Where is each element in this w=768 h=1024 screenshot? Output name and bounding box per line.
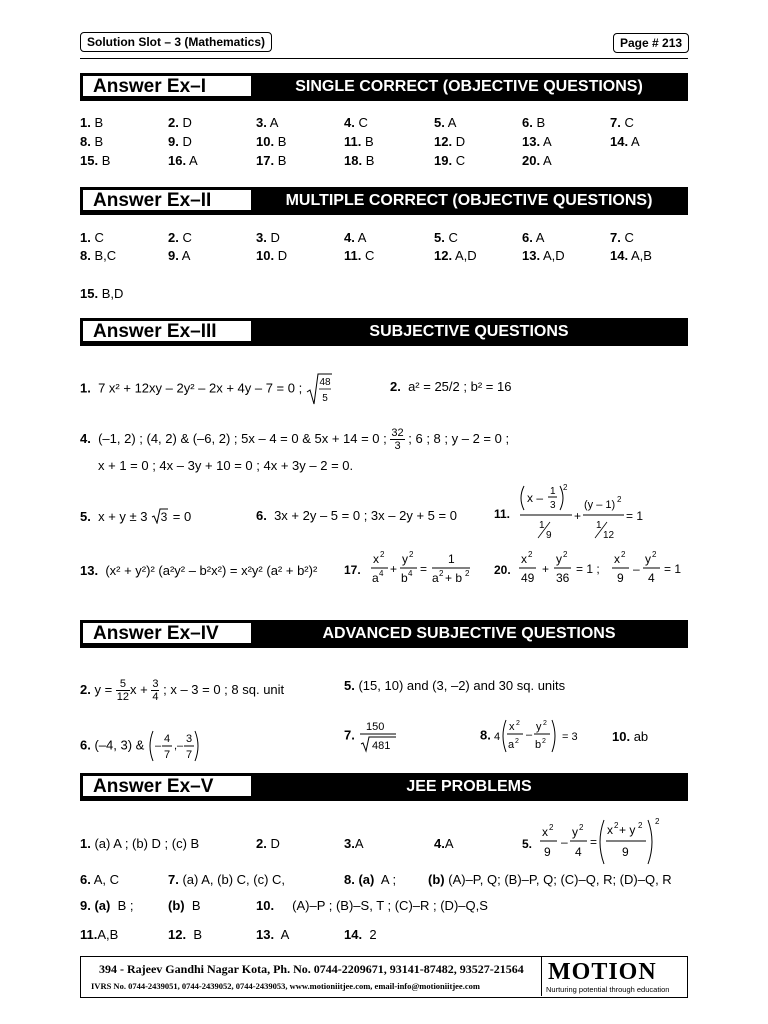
ex5-q3: 3.A	[344, 836, 364, 851]
answer-item: 8. B,C	[80, 248, 117, 263]
svg-text:a: a	[372, 571, 379, 585]
svg-text:–: –	[154, 740, 162, 752]
answer-item: 4. C	[344, 115, 368, 130]
svg-text:2: 2	[655, 817, 660, 826]
ex5-q9a: 9. (a) B ;	[80, 898, 134, 913]
answer-item: 9. D	[168, 134, 192, 149]
ex5-q6: 6. A, C	[80, 872, 120, 887]
svg-text:x: x	[542, 825, 548, 839]
svg-text:150: 150	[366, 721, 385, 733]
answer-item: 13. A,D	[522, 248, 565, 263]
ex4-q7: 7. 150 481	[344, 718, 398, 754]
motion-logo	[541, 957, 688, 996]
answer-item: 12. D	[434, 134, 466, 149]
svg-text:=: =	[590, 835, 598, 849]
svg-text:= 1: = 1	[626, 509, 644, 523]
ex5-q14: 14. 2	[344, 927, 377, 942]
section-label: Answer Ex–III	[82, 320, 252, 342]
ex5-q2: 2. D	[256, 836, 280, 851]
answer-item: 15. B	[80, 153, 111, 168]
svg-text:x: x	[373, 552, 379, 566]
svg-text:3: 3	[185, 733, 193, 745]
svg-text:36: 36	[556, 571, 570, 585]
section-label: Answer Ex–I	[82, 75, 252, 97]
svg-text:x –: x –	[527, 491, 544, 505]
footer	[80, 956, 688, 998]
section-bar-ex4	[80, 620, 688, 648]
svg-text:481: 481	[372, 740, 391, 752]
svg-text:a: a	[508, 739, 515, 751]
svg-text:7: 7	[185, 749, 193, 761]
svg-text:7: 7	[163, 749, 171, 761]
svg-text:y: y	[402, 552, 408, 566]
footer-address: 394 - Rajeev Gandhi Nagar Kota, Ph. No. 0744-2209671, 93141-87482, 93527-21564	[99, 962, 524, 976]
answer-item: 11. C	[344, 248, 375, 263]
svg-text:4: 4	[648, 571, 655, 585]
svg-text:2: 2	[542, 738, 547, 745]
svg-text:17.: 17.	[344, 563, 361, 577]
svg-text:= 1 ;: = 1 ;	[576, 562, 600, 576]
svg-text:2: 2	[563, 550, 568, 559]
section-title: SUBJECTIVE QUESTIONS	[369, 323, 569, 340]
svg-text:2: 2	[549, 823, 554, 832]
ex3-q5: 5. x + y ± 3 3 = 0	[80, 509, 192, 524]
svg-text:49: 49	[521, 571, 535, 585]
svg-text:+: +	[542, 562, 550, 576]
svg-text:4: 4	[494, 731, 501, 743]
section-label: Answer Ex–II	[82, 189, 252, 211]
ex5-q10: 10. (A)–P ; (B)–S, T ; (C)–R ; (D)–Q,S	[256, 898, 488, 913]
answer-item: 1. C	[80, 230, 104, 245]
ex5-q13: 13. A	[256, 927, 290, 942]
ex3-q4-cont: x + 1 = 0 ; 4x – 3y + 10 = 0 ; 4x + 3y – 2 = 0.	[98, 458, 354, 473]
section-bar-ex3	[80, 318, 688, 346]
svg-text:2: 2	[516, 720, 521, 727]
answer-item: 12. A,D	[434, 248, 477, 263]
ex3-q2: 2. a² = 25/2 ; b² = 16	[390, 379, 512, 394]
answer-item: 10. B	[256, 134, 287, 149]
answer-item: 1. B	[80, 115, 104, 130]
ex5-q8a: 8. (a) A ;	[344, 872, 397, 887]
answer-item: 10. D	[256, 248, 288, 263]
svg-text:x: x	[521, 552, 527, 566]
answer-item: 2. D	[168, 115, 192, 130]
section-title: MULTIPLE CORRECT (OBJECTIVE QUESTIONS)	[285, 192, 653, 209]
ex3-q1: 1. 7 x² + 12xy – 2y² – 2x + 4y – 7 = 0 ; 48 5	[80, 372, 332, 406]
svg-text:2: 2	[528, 550, 533, 559]
answer-item: 6. A	[522, 230, 545, 245]
svg-text:20.: 20.	[494, 563, 511, 577]
svg-text:12: 12	[603, 530, 615, 541]
answer-item: 5. C	[434, 230, 458, 245]
svg-text:4: 4	[408, 569, 413, 578]
ex5-q4: 4.A	[434, 836, 454, 851]
ex5-q1: 1. (a) A ; (b) D ; (c) B	[80, 836, 200, 851]
svg-text:–: –	[526, 729, 533, 741]
page-number: Page # 213	[613, 33, 689, 53]
svg-text:9: 9	[546, 530, 552, 541]
svg-text:b: b	[535, 739, 542, 751]
answer-item: 13. A	[522, 134, 552, 149]
svg-text:2: 2	[515, 738, 520, 745]
svg-text:+ y: + y	[619, 823, 636, 837]
sqrt-icon	[306, 372, 332, 406]
svg-text:4: 4	[379, 569, 384, 578]
svg-text:x: x	[509, 721, 515, 733]
sqrt-icon	[151, 508, 169, 524]
svg-text:1: 1	[550, 486, 556, 497]
svg-text:1: 1	[539, 520, 545, 531]
ex5-q8b: (b) (A)–P, Q; (B)–P, Q; (C)–Q, R; (D)–Q, R	[428, 872, 672, 887]
svg-text:9: 9	[617, 571, 624, 585]
section-title: JEE PROBLEMS	[406, 778, 532, 795]
answer-item: 11. B	[344, 134, 374, 149]
answer-item: 7. C	[610, 230, 634, 245]
svg-text:=: =	[420, 562, 428, 576]
ex3-q17-equation	[344, 548, 484, 590]
ex3-q13: 13. (x² + y²)² (a²y² – b²x²) = x²y² (a² + b²)²	[80, 563, 318, 578]
svg-text:9: 9	[544, 845, 551, 859]
svg-text:–: –	[633, 562, 640, 576]
answer-item: 3. D	[256, 230, 280, 245]
answer-item: 9. A	[168, 248, 191, 263]
ex5-q7: 7. (a) A, (b) C, (c) C,	[168, 872, 286, 887]
svg-text:5.: 5.	[522, 837, 533, 851]
ex5-q12: 12. B	[168, 927, 202, 942]
answer-item: 16. A	[168, 153, 198, 168]
point-fraction	[148, 729, 200, 763]
svg-text:y: y	[572, 825, 578, 839]
fraction: $\frac{32}{3}$	[391, 427, 404, 452]
answer-item: 3. A	[256, 115, 279, 130]
answer-item: 14. A,B	[610, 248, 652, 263]
section-bar-ex2	[80, 187, 688, 215]
ex3-q4: 4. (–1, 2) ; (4, 2) & (–6, 2) ; 5x – 4 = 0 & 5x + 14 = 0 ; $\frac{32}{3}$ ; 6 ; 8 ; y – 2 = 0 ;	[80, 427, 510, 452]
ex4-q6: 6. (–4, 3) & – 4 7 ,– 3 7	[80, 729, 200, 763]
svg-text:3: 3	[550, 500, 556, 511]
svg-text:1: 1	[596, 520, 602, 531]
ex3-q20-equation	[494, 548, 694, 590]
slot-title: Solution Slot – 3 (Mathematics)	[80, 32, 272, 52]
section-bar-ex1	[80, 73, 688, 101]
svg-text:(y – 1): (y – 1)	[584, 499, 616, 511]
svg-text:+ b: + b	[445, 571, 463, 585]
ex5-q11: 11.A,B	[80, 927, 119, 942]
svg-text:–: –	[561, 835, 568, 849]
ex4-q5: 5. (15, 10) and (3, –2) and 30 sq. units	[344, 678, 566, 693]
svg-text:2: 2	[652, 550, 657, 559]
answer-item: 20. A	[522, 153, 552, 168]
brand-name: MOTION	[548, 959, 657, 985]
section-label: Answer Ex–V	[82, 775, 252, 797]
svg-text:2: 2	[614, 821, 619, 830]
svg-text:9: 9	[622, 845, 629, 859]
svg-text:2: 2	[409, 550, 414, 559]
footer-contact: IVRS No. 0744-2439051, 0744-2439052, 0744-2439053, www.motioniitjee.com, email-info@motioniitjee.com	[91, 981, 480, 991]
ex3-q11-equation	[494, 478, 654, 542]
svg-text:2: 2	[579, 823, 584, 832]
root-numerator: 48	[319, 377, 331, 388]
answer-item: 19. C	[434, 153, 466, 168]
svg-text:+: +	[390, 562, 398, 576]
svg-text:b: b	[401, 571, 408, 585]
answer-item: 15. B,D	[80, 286, 124, 301]
svg-text:a: a	[432, 571, 439, 585]
ex3-q6: 6. 3x + 2y – 5 = 0 ; 3x – 2y + 5 = 0	[256, 508, 457, 523]
svg-text:2: 2	[621, 550, 626, 559]
answer-item: 17. B	[256, 153, 287, 168]
svg-text:2: 2	[617, 495, 622, 504]
svg-text:4: 4	[163, 733, 171, 745]
answer-item: 5. A	[434, 115, 457, 130]
svg-text:= 1: = 1	[664, 562, 682, 576]
svg-text:= 3: = 3	[562, 731, 579, 743]
answer-item: 18. B	[344, 153, 375, 168]
answer-item: 7. C	[610, 115, 634, 130]
root-denominator: 5	[322, 393, 328, 404]
ex4-q8: 8. 4 x 2 a 2 – y 2 b 2 = 3	[480, 720, 579, 751]
svg-text:2: 2	[380, 550, 385, 559]
svg-text:2: 2	[465, 569, 470, 578]
svg-text:11.: 11.	[494, 507, 511, 521]
answer-item: 4. A	[344, 230, 367, 245]
svg-text:2: 2	[543, 720, 548, 727]
answer-item: 14. A	[610, 134, 640, 149]
ex5-q9b: (b) B	[168, 898, 201, 913]
svg-text:2: 2	[638, 821, 643, 830]
svg-text:y: y	[645, 552, 651, 566]
answer-item: 8. B	[80, 134, 104, 149]
svg-text:3: 3	[160, 510, 168, 524]
svg-text:2: 2	[439, 569, 444, 578]
svg-text:x: x	[607, 823, 613, 837]
svg-text:,–: ,–	[173, 740, 184, 752]
answer-item: 6. B	[522, 115, 546, 130]
brand-tagline: Nurturing potential through education	[546, 985, 670, 994]
svg-text:4: 4	[575, 845, 582, 859]
answer-item: 2. C	[168, 230, 192, 245]
svg-text:x: x	[614, 552, 620, 566]
header-rule	[80, 58, 688, 59]
section-bar-ex5	[80, 773, 688, 801]
section-title: SINGLE CORRECT (OBJECTIVE QUESTIONS)	[295, 78, 643, 95]
svg-text:y: y	[556, 552, 562, 566]
svg-text:1: 1	[448, 552, 455, 566]
svg-text:2: 2	[563, 483, 568, 492]
svg-text:y: y	[536, 721, 542, 733]
ex4-q2: 2. y = $\frac{5}{12}$ x + $\frac{3}{4}$ ; x – 3 = 0 ; 8 sq. unit	[80, 678, 285, 703]
ex4-q10: 10. ab	[612, 729, 649, 744]
ex5-q5-equation	[522, 814, 672, 866]
section-title: ADVANCED SUBJECTIVE QUESTIONS	[322, 625, 616, 642]
svg-text:+: +	[574, 509, 582, 523]
section-label: Answer Ex–IV	[82, 622, 252, 644]
